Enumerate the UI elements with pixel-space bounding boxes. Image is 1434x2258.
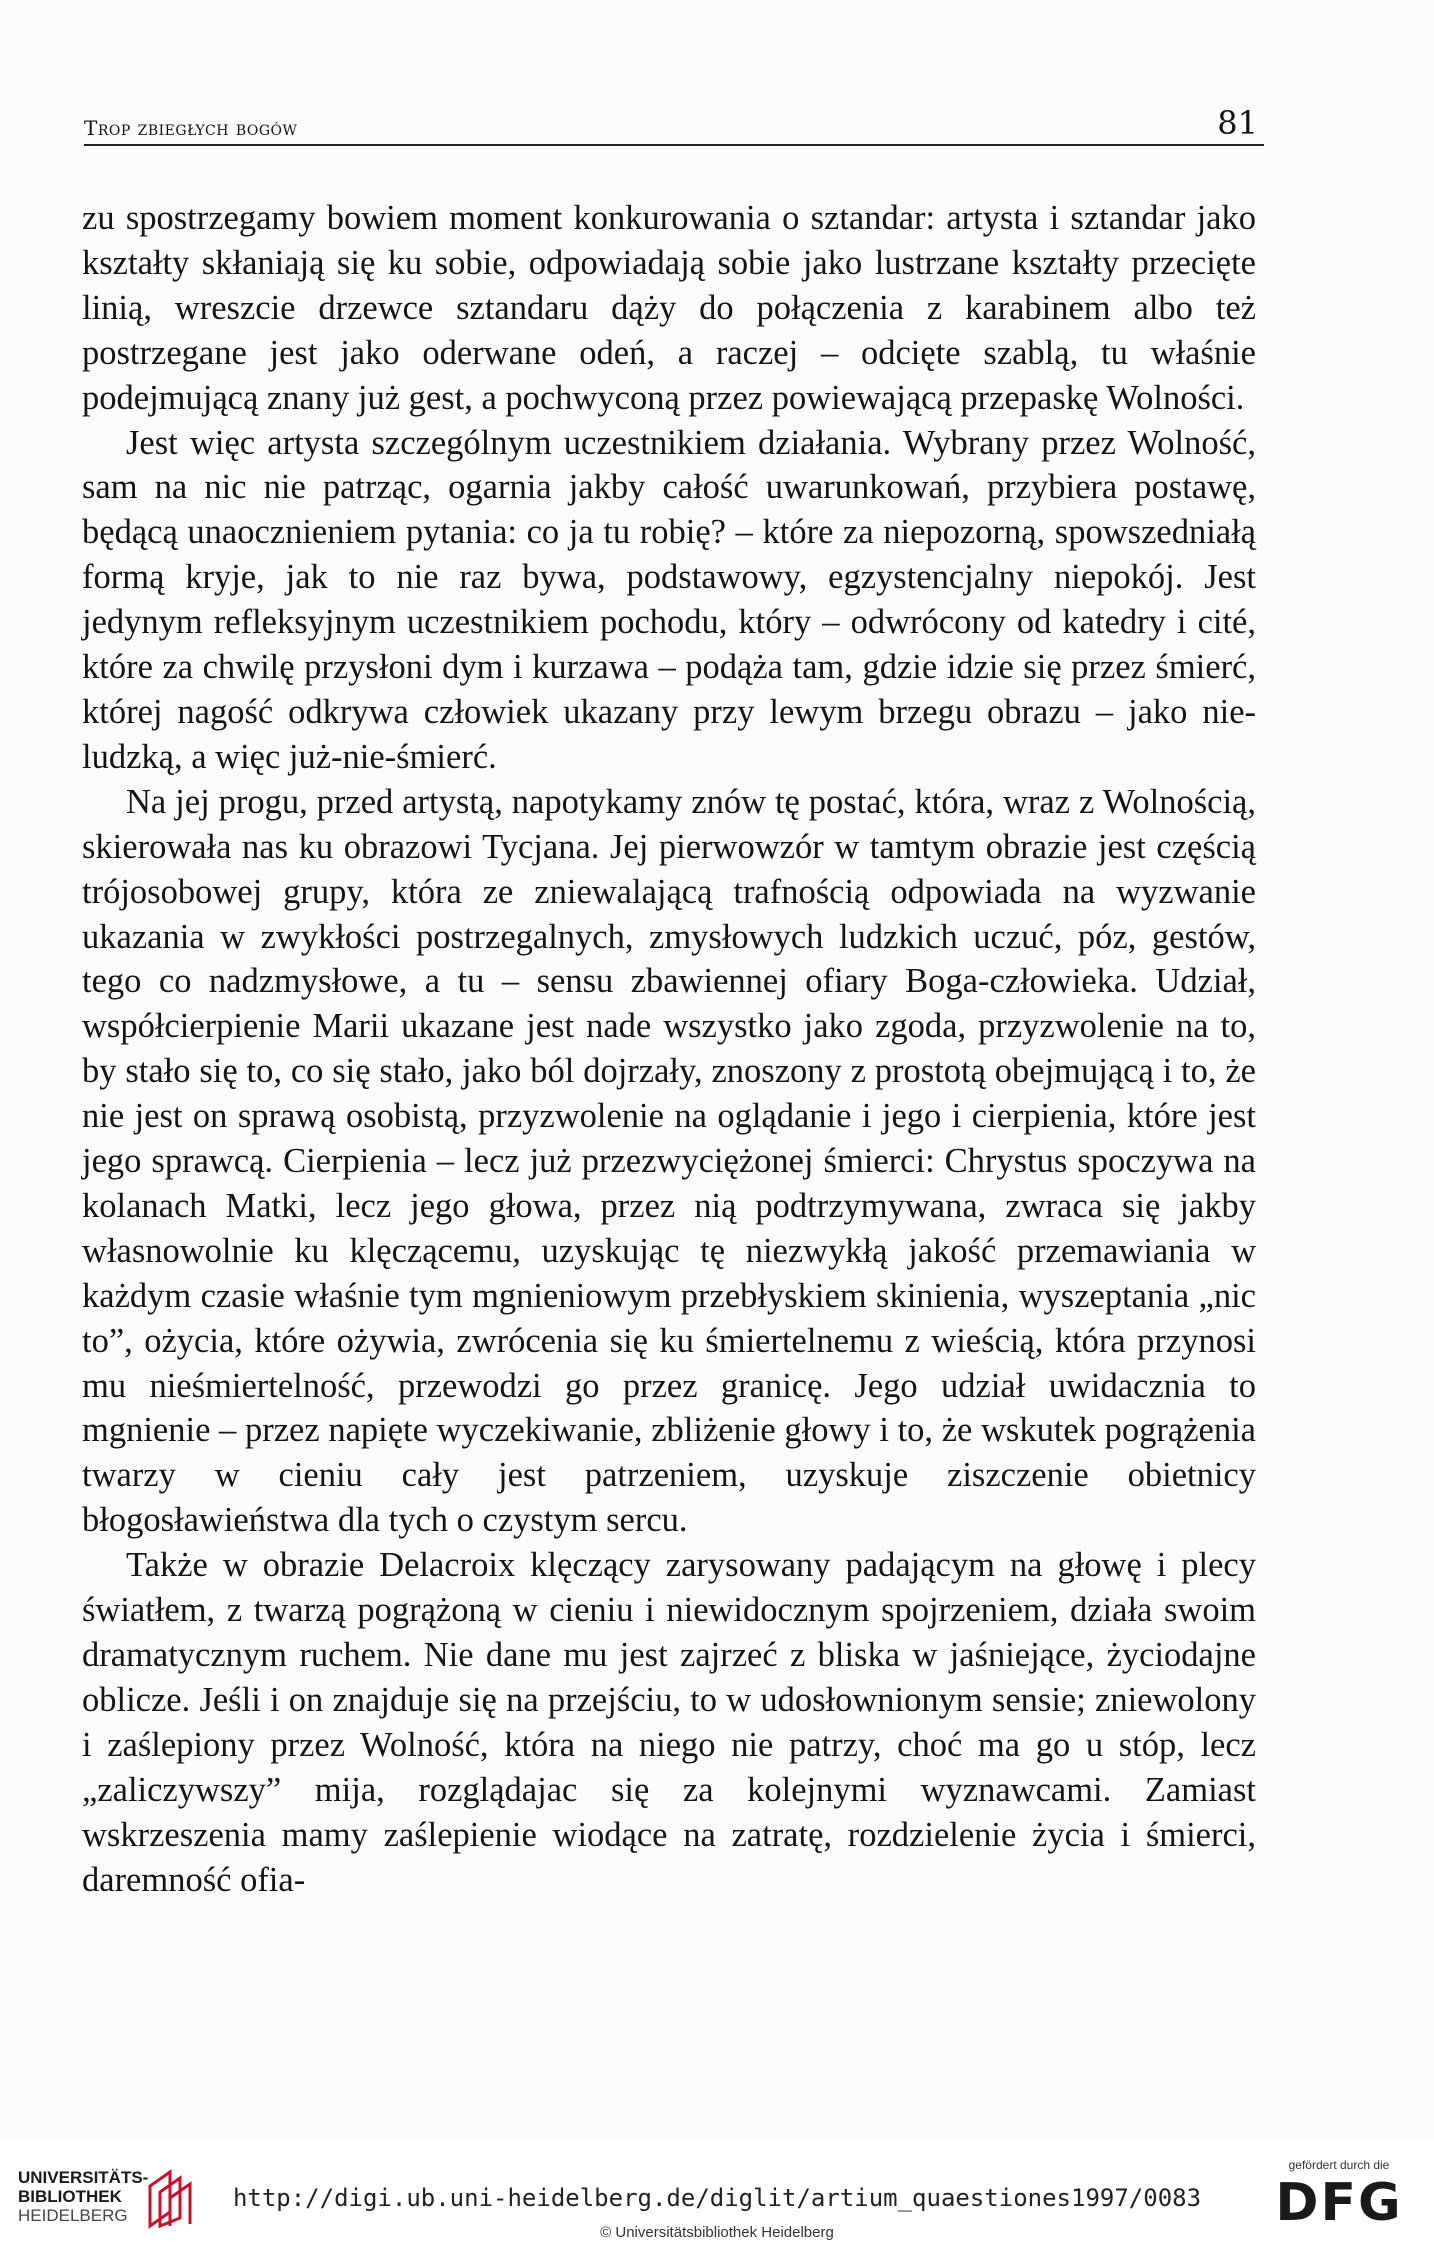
- running-head: [84, 104, 1264, 146]
- running-title: Trop zbiegłych bogów: [84, 116, 298, 140]
- dfg-logo: DFG: [1275, 2173, 1403, 2233]
- page-number: 81: [1217, 104, 1258, 142]
- viewer-footer: [0, 2140, 1434, 2258]
- dfg-funding-logo[interactable]: [1264, 2158, 1414, 2248]
- permalink-url[interactable]: http://digi.ub.uni-heidelberg.de/diglit/artium_quaestiones1997/0083: [232, 2184, 1202, 2212]
- library-name-line: BIBLIOTHEK: [18, 2187, 122, 2206]
- copyright-notice: © Universitätsbibliothek Heidelberg: [600, 2224, 834, 2241]
- paragraph: Jest więc artysta szczególnym uczestnikiem działania. Wybrany przez Wolność, sam na nic nie patrząc, ogarnia jakby całość uwarunkowań, przybiera postawę, będącą unaocznieniem pytania: co ja tu robię? – które za niepozorną, spowszedniałą formą kryje, jak to nie raz bywa, podstawowy, egzystencjalny niepokój. Jest jedynym refleksyjnym uczestnikiem pochodu, który – odwrócony od katedry i cité, które za chwilę przysłoni dym i kurzawa – podąża tam, gdzie idzie się przez śmierć, której nagość odkrywa człowiek ukazany przy lewym brzegu obrazu – jako nie-ludzką, a więc już-nie-śmierć.: [82, 423, 1256, 776]
- body-text: [82, 196, 1256, 1902]
- paragraph: Na jej progu, przed artystą, napotykamy znów tę postać, która, wraz z Wolnością, skierowała nas ku obrazowi Tycjana. Jej pierwowzór w tamtym obrazie jest częścią trójosobowej grupy, która ze zniewalającą trafnością odpowiada na wyzwanie ukazania w zwykłości postrzegalnych, zmysłowych ludzkich uczuć, póz, gestów, tego co nadzmysłowe, a tu – sensu zbawiennej ofiary Boga-człowieka. Udział, współcierpienie Marii ukazane jest nade wszystko jako zgoda, przyzwolenie na to, by stało się to, co się stało, jako ból dojrzały, znoszony z prostotą obejmującą i to, że nie jest on sprawą osobistą, przyzwolenie na oglądanie i jego i cierpienia, które jest jego sprawcą. Cierpienia – lecz już przezwyciężonej śmierci: Chrystus spoczywa na kolanach Matki, lecz jego głowa, przez nią podtrzymywana, zwraca się jakby własnowolnie ku klęczącemu, uzyskując tę niezwykłą jakość przemawiania w każdym czasie właśnie tym mgnieniowym przebłyskiem skinienia, wyszeptania „nic to”, ożycia, które ożywia, zwrócenia się ku śmiertelnemu z wieścią, która przynosi mu nieśmiertelność, przewodzi go przez granicę. Jego udział uwidacznia to mgnienie – przez napięte wyczekiwanie, zbliżenie głowy i to, że wskutek pogrążenia twarzy w cieniu cały jest patrzeniem, uzyskuje ziszczenie obietnicy błogosławieństwa dla tych o czystym sercu.: [82, 782, 1256, 1540]
- library-name-line: HEIDELBERG: [18, 2206, 128, 2225]
- paragraph: zu spostrzegamy bowiem moment konkurowania o sztandar: artysta i sztandar jako kształty skłaniają się ku sobie, odpowiadają sobie jako lustrzane kształty przecięte linią, wreszcie drzewce sztandaru dąży do połączenia z karabinem albo też postrzegane jest jako oderwane odeń, a raczej – odcięte szablą, tu właśnie podejmującą znany już gest, a pochwyconą przez powiewającą przepaskę Wolności.: [82, 199, 1256, 417]
- funding-caption: gefördert durch die: [1288, 2158, 1390, 2172]
- library-name-line: UNIVERSITÄTS-: [18, 2168, 149, 2187]
- paragraph: Także w obrazie Delacroix klęczący zarysowany padającym na głowę i plecy światłem, z twarzą pogrążoną w cieniu i niewidocznym spojrzeniem, działa swoim dramatycznym ruchem. Nie dane mu jest zajrzeć z bliska w jaśniejące, życiodajne oblicze. Jeśli i on znajduje się na przejściu, to w udosłownionym sensie; zniewolony i zaślepiony przez Wolność, która na niego nie patrzy, choć ma go u stóp, lecz „zaliczywszy” mija, rozglądajac się za kolejnymi wyznawcami. Zamiast wskrzeszenia mamy zaślepienie wiodące na zatratę, rozdzielenie życia i śmierci, daremność ofia-: [82, 1546, 1256, 1899]
